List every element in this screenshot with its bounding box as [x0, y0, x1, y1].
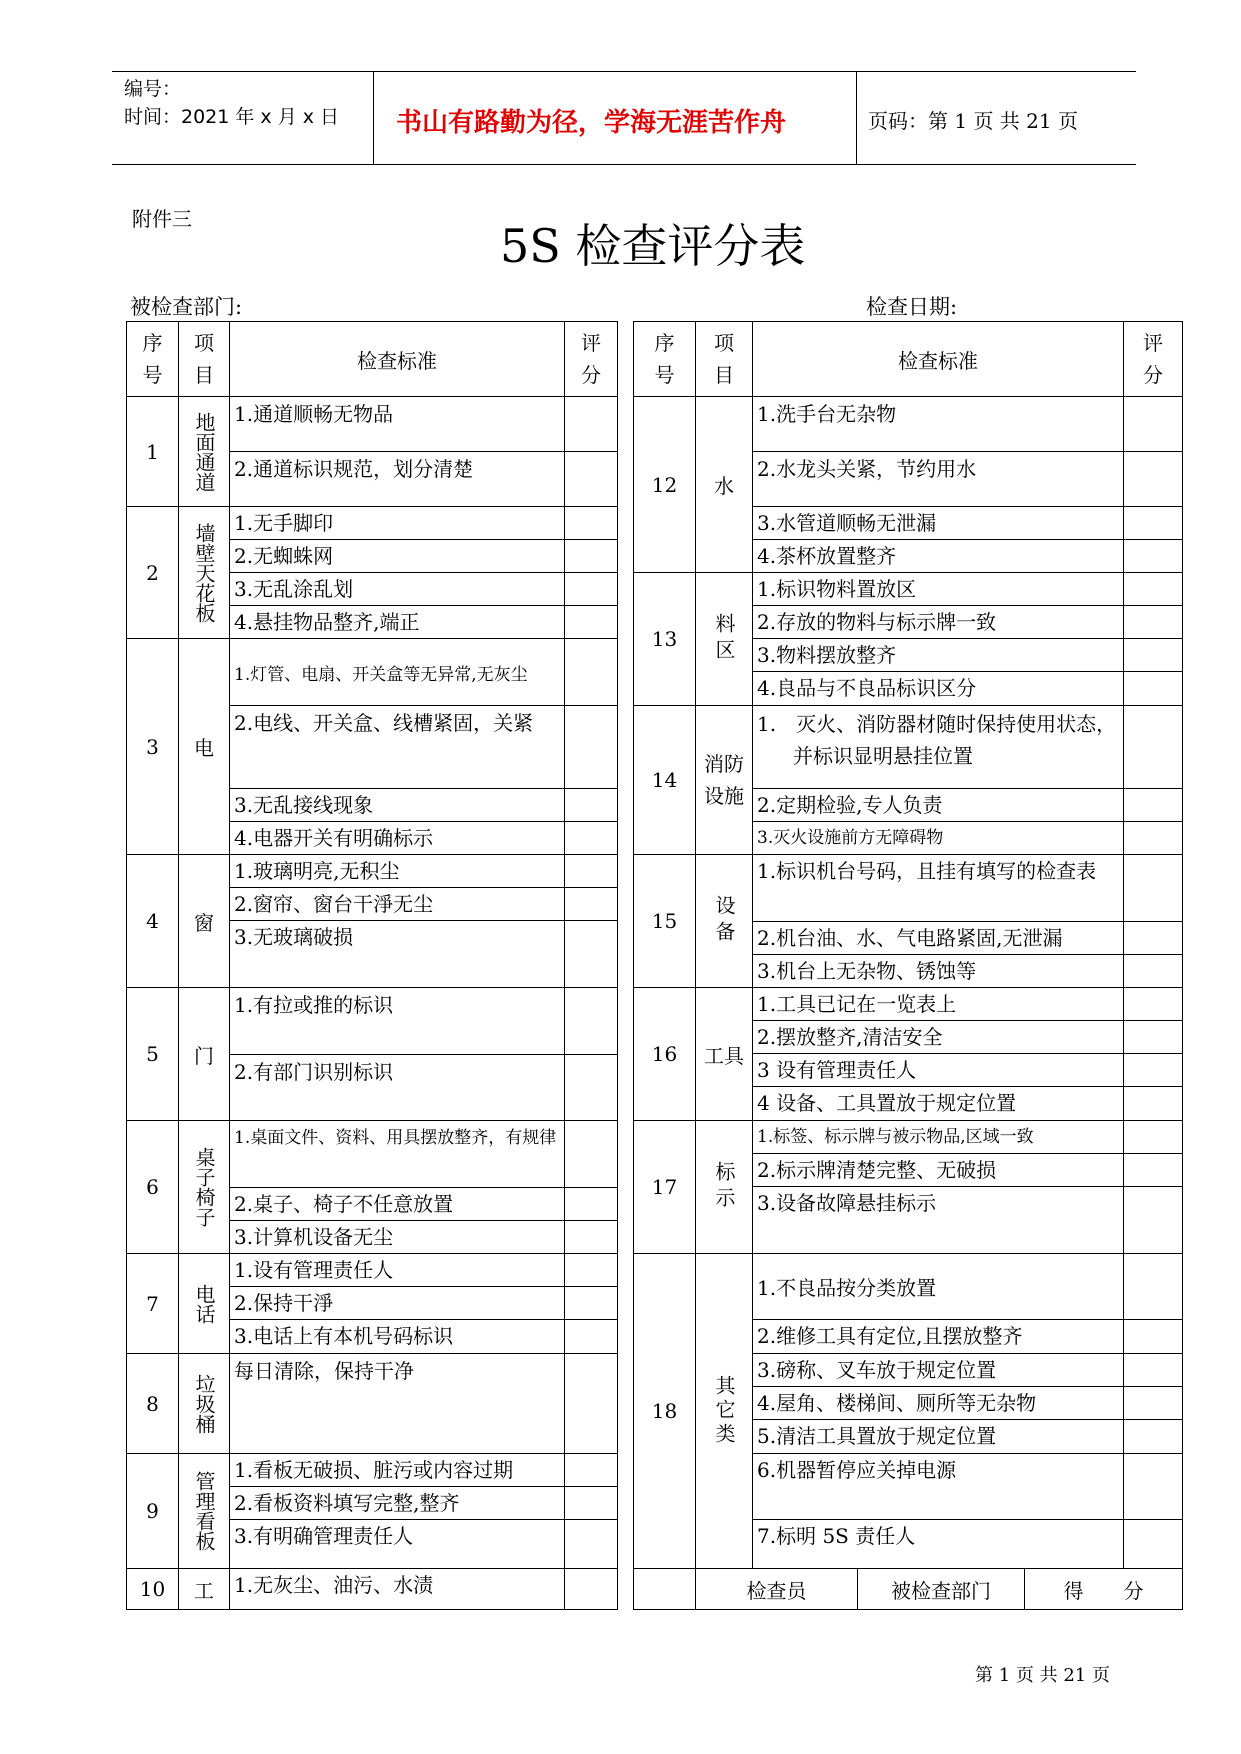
left-header-standard: 检查标准 [229, 321, 565, 397]
left-std-1-2: 2.通道标识规范，划分清楚 [229, 451, 565, 507]
right-std-17-3: 3.设备故障悬挂标示 [752, 1186, 1124, 1254]
left-std-9-2: 2.看板资料填写完整,整齐 [229, 1486, 565, 1520]
left-score-2-4[interactable] [564, 605, 618, 639]
right-std-17-2: 2.标示牌清楚完整、无破损 [752, 1153, 1124, 1187]
right-item-18: 其它类 [695, 1253, 753, 1569]
right-score-16-1[interactable] [1123, 987, 1183, 1021]
right-std-15-1: 1.标识机台号码，且挂有填写的检查表 [752, 854, 1124, 922]
left-score-1-2[interactable] [564, 451, 618, 507]
left-std-3-3: 3.无乱接线现象 [229, 788, 565, 822]
right-std-16-2: 2.摆放整齐,清洁安全 [752, 1020, 1124, 1054]
left-std-5-1: 1.有拉或推的标识 [229, 987, 565, 1055]
left-score-7-2[interactable] [564, 1286, 618, 1320]
inspected-dept-label: 被检查部门: [130, 295, 243, 319]
right-std-18-1: 1.不良品按分类放置 [752, 1253, 1124, 1320]
right-std-18-4: 4.屋角、楼梯间、厕所等无杂物 [752, 1386, 1124, 1420]
left-score-4-3[interactable] [564, 920, 618, 988]
right-std-16-4: 4 设备、工具置放于规定位置 [752, 1086, 1124, 1121]
left-item-1: 地面通道 [178, 396, 230, 507]
right-item-16: 工具 [695, 987, 753, 1121]
right-seq-15: 15 [633, 854, 696, 988]
right-std-17-1: 1.标签、标示牌与被示物品,区域一致 [752, 1120, 1124, 1154]
left-score-1-1[interactable] [564, 396, 618, 452]
left-std-6-2: 2.桌子、椅子不任意放置 [229, 1187, 565, 1221]
left-item-8: 垃圾桶 [178, 1353, 230, 1454]
right-std-12-3: 3.水管道顺畅无泄漏 [752, 506, 1124, 540]
inspection-date-label: 检查日期: [866, 295, 958, 319]
left-std-6-1: 1.桌面文件、资料、用具摆放整齐，有规律 [229, 1120, 565, 1188]
right-score-13-3[interactable] [1123, 638, 1183, 672]
right-std-14-2: 2.定期检验,专人负责 [752, 788, 1124, 822]
right-score-17-1[interactable] [1123, 1120, 1183, 1154]
left-header-seq: 序 号 [126, 321, 179, 397]
left-std-3-2: 2.电线、开关盒、线槽紧固，关紧 [229, 705, 565, 789]
attachment-label: 附件三 [132, 207, 192, 231]
left-item-4: 窗 [178, 854, 230, 988]
left-score-6-2[interactable] [564, 1187, 618, 1221]
left-score-7-3[interactable] [564, 1319, 618, 1354]
header-divider-left [373, 71, 374, 164]
right-score-16-4[interactable] [1123, 1086, 1183, 1121]
left-seq-10: 10 [126, 1568, 179, 1610]
left-std-2-1: 1.无手脚印 [229, 506, 565, 540]
left-std-7-1: 1.设有管理责任人 [229, 1253, 565, 1287]
header-bottom-rule [112, 164, 1136, 165]
left-std-10-1: 1.无灰尘、油污、水渍 [229, 1568, 565, 1610]
right-item-13: 料区 [695, 572, 753, 706]
right-score-17-2[interactable] [1123, 1153, 1183, 1187]
left-item-7: 电话 [178, 1253, 230, 1354]
right-item-15: 设备 [695, 854, 753, 988]
left-score-6-3[interactable] [564, 1220, 618, 1254]
left-score-10-1[interactable] [564, 1568, 618, 1610]
right-std-18-7: 7.标明 5S 责任人 [752, 1519, 1124, 1569]
right-item-12: 水 [695, 396, 753, 573]
header-divider-right [856, 71, 857, 164]
left-std-2-4: 4.悬挂物品整齐,端正 [229, 605, 565, 639]
right-score-13-4[interactable] [1123, 671, 1183, 706]
left-score-9-3[interactable] [564, 1519, 618, 1569]
right-std-14-1: 1. 灭火、消防器材随时保持使用状态，并标识显明悬挂位置 [752, 705, 1124, 789]
left-std-4-1: 1.玻璃明亮,无积尘 [229, 854, 565, 888]
right-footer-blank [633, 1568, 696, 1610]
right-std-15-2: 2.机台油、水、气电路紧固,无泄漏 [752, 921, 1124, 955]
left-std-6-3: 3.计算机设备无尘 [229, 1220, 565, 1254]
right-score-12-4[interactable] [1123, 539, 1183, 573]
left-seq-6: 6 [126, 1120, 179, 1254]
left-score-4-2[interactable] [564, 887, 618, 921]
right-header-standard: 检查标准 [752, 321, 1124, 397]
left-std-1-1: 1.通道顺畅无物品 [229, 396, 565, 452]
page-title: 5S 检查评分表 [500, 219, 806, 273]
right-score-18-3[interactable] [1123, 1353, 1183, 1387]
left-std-3-1: 1.灯管、电扇、开关盒等无异常,无灰尘 [229, 638, 565, 706]
right-std-16-1: 1.工具已记在一览表上 [752, 987, 1124, 1021]
left-score-9-1[interactable] [564, 1453, 618, 1487]
right-std-15-3: 3.机台上无杂物、锈蚀等 [752, 954, 1124, 988]
right-score-15-2[interactable] [1123, 921, 1183, 955]
left-score-5-2[interactable] [564, 1054, 618, 1121]
time-label: 时间：2021 年 x 月 x 日 [124, 106, 340, 128]
left-score-5-1[interactable] [564, 987, 618, 1055]
left-header-score: 评 分 [564, 321, 618, 397]
left-std-5-2: 2.有部门识别标识 [229, 1054, 565, 1121]
right-score-15-3[interactable] [1123, 954, 1183, 988]
left-score-9-2[interactable] [564, 1486, 618, 1520]
right-std-13-3: 3.物料摆放整齐 [752, 638, 1124, 672]
inspected-dept-footer-label: 被检查部门 [857, 1568, 1025, 1610]
right-score-18-7[interactable] [1123, 1519, 1183, 1569]
left-seq-7: 7 [126, 1253, 179, 1354]
inspector-label: 检查员 [695, 1568, 858, 1610]
left-item-2: 墙壁天花板 [178, 506, 230, 639]
left-std-2-2: 2.无蜘蛛网 [229, 539, 565, 573]
right-score-16-3[interactable] [1123, 1053, 1183, 1087]
left-score-3-4[interactable] [564, 821, 618, 855]
right-seq-17: 17 [633, 1120, 696, 1254]
right-score-12-1[interactable] [1123, 396, 1183, 452]
left-item-9: 管理看板 [178, 1453, 230, 1569]
right-seq-13: 13 [633, 572, 696, 706]
left-item-3: 电 [178, 638, 230, 855]
right-score-12-2[interactable] [1123, 451, 1183, 507]
right-seq-14: 14 [633, 705, 696, 855]
left-std-9-3: 3.有明确管理责任人 [229, 1519, 565, 1569]
left-score-6-1[interactable] [564, 1120, 618, 1188]
left-header-item: 项 目 [178, 321, 230, 397]
right-score-15-1[interactable] [1123, 854, 1183, 922]
left-std-9-1: 1.看板无破损、脏污或内容过期 [229, 1453, 565, 1487]
right-header-score: 评 分 [1123, 321, 1183, 397]
right-seq-18: 18 [633, 1253, 696, 1569]
left-score-2-1[interactable] [564, 506, 618, 540]
right-score-18-5[interactable] [1123, 1419, 1183, 1454]
left-seq-3: 3 [126, 638, 179, 855]
left-std-7-2: 2.保持干淨 [229, 1286, 565, 1320]
left-seq-9: 9 [126, 1453, 179, 1569]
page-info: 页码：第 1 页 共 21 页 [868, 109, 1078, 133]
left-score-8-1[interactable] [564, 1353, 618, 1454]
left-seq-1: 1 [126, 396, 179, 507]
right-score-14-1[interactable] [1123, 705, 1183, 789]
right-score-18-4[interactable] [1123, 1386, 1183, 1420]
right-std-18-6: 6.机器暂停应关掉电源 [752, 1453, 1124, 1520]
left-std-2-3: 3.无乱涂乱划 [229, 572, 565, 606]
right-std-16-3: 3 设有管理责任人 [752, 1053, 1124, 1087]
right-score-16-2[interactable] [1123, 1020, 1183, 1054]
left-std-8-1: 每日清除，保持干净 [229, 1353, 565, 1454]
left-std-3-4: 4.电器开关有明确标示 [229, 821, 565, 855]
right-std-13-4: 4.良品与不良品标识区分 [752, 671, 1124, 706]
left-score-4-1[interactable] [564, 854, 618, 888]
right-std-12-4: 4.茶杯放置整齐 [752, 539, 1124, 573]
left-std-4-3: 3.无玻璃破损 [229, 920, 565, 988]
right-std-18-5: 5.清洁工具置放于规定位置 [752, 1419, 1124, 1454]
right-std-18-2: 2.维修工具有定位,且摆放整齐 [752, 1319, 1124, 1354]
right-score-13-2[interactable] [1123, 605, 1183, 639]
right-std-12-1: 1.洗手台无杂物 [752, 396, 1124, 452]
right-std-18-3: 3.磅称、叉车放于规定位置 [752, 1353, 1124, 1387]
right-header-seq: 序 号 [633, 321, 696, 397]
left-seq-8: 8 [126, 1353, 179, 1454]
left-item-5: 门 [178, 987, 230, 1121]
right-header-item: 项 目 [695, 321, 753, 397]
right-item-17: 标示 [695, 1120, 753, 1254]
left-score-3-1[interactable] [564, 638, 618, 706]
right-score-18-2[interactable] [1123, 1319, 1183, 1354]
left-seq-2: 2 [126, 506, 179, 639]
left-score-7-1[interactable] [564, 1253, 618, 1287]
left-std-7-3: 3.电话上有本机号码标识 [229, 1319, 565, 1354]
left-item-6: 桌子椅子 [178, 1120, 230, 1254]
left-score-3-3[interactable] [564, 788, 618, 822]
right-score-17-3[interactable] [1123, 1186, 1183, 1254]
right-score-18-6[interactable] [1123, 1453, 1183, 1520]
header-top-rule [112, 71, 1136, 72]
left-score-3-2[interactable] [564, 705, 618, 789]
page-footer: 第 1 页 共 21 页 [975, 1665, 1110, 1686]
right-std-13-1: 1.标识物料置放区 [752, 572, 1124, 606]
left-item-10: 工 [178, 1568, 230, 1610]
right-item-14: 消防设施 [695, 705, 753, 855]
right-std-13-2: 2.存放的物料与标示牌一致 [752, 605, 1124, 639]
right-std-12-2: 2.水龙头关紧，节约用水 [752, 451, 1124, 507]
right-score-14-2[interactable] [1123, 788, 1183, 822]
right-std-14-3: 3.灭火设施前方无障碍物 [752, 821, 1124, 855]
left-seq-4: 4 [126, 854, 179, 988]
left-std-4-2: 2.窗帘、窗台干淨无尘 [229, 887, 565, 921]
right-score-13-1[interactable] [1123, 572, 1183, 606]
right-score-12-3[interactable] [1123, 506, 1183, 540]
right-score-18-1[interactable] [1123, 1253, 1183, 1320]
left-seq-5: 5 [126, 987, 179, 1121]
left-score-2-2[interactable] [564, 539, 618, 573]
left-score-2-3[interactable] [564, 572, 618, 606]
motto: 书山有路勤为径，学海无涯苦作舟 [396, 108, 787, 138]
score-total-label: 得 分 [1024, 1568, 1183, 1610]
right-seq-12: 12 [633, 396, 696, 573]
right-seq-16: 16 [633, 987, 696, 1121]
right-score-14-3[interactable] [1123, 821, 1183, 855]
number-label: 编号： [124, 78, 182, 100]
